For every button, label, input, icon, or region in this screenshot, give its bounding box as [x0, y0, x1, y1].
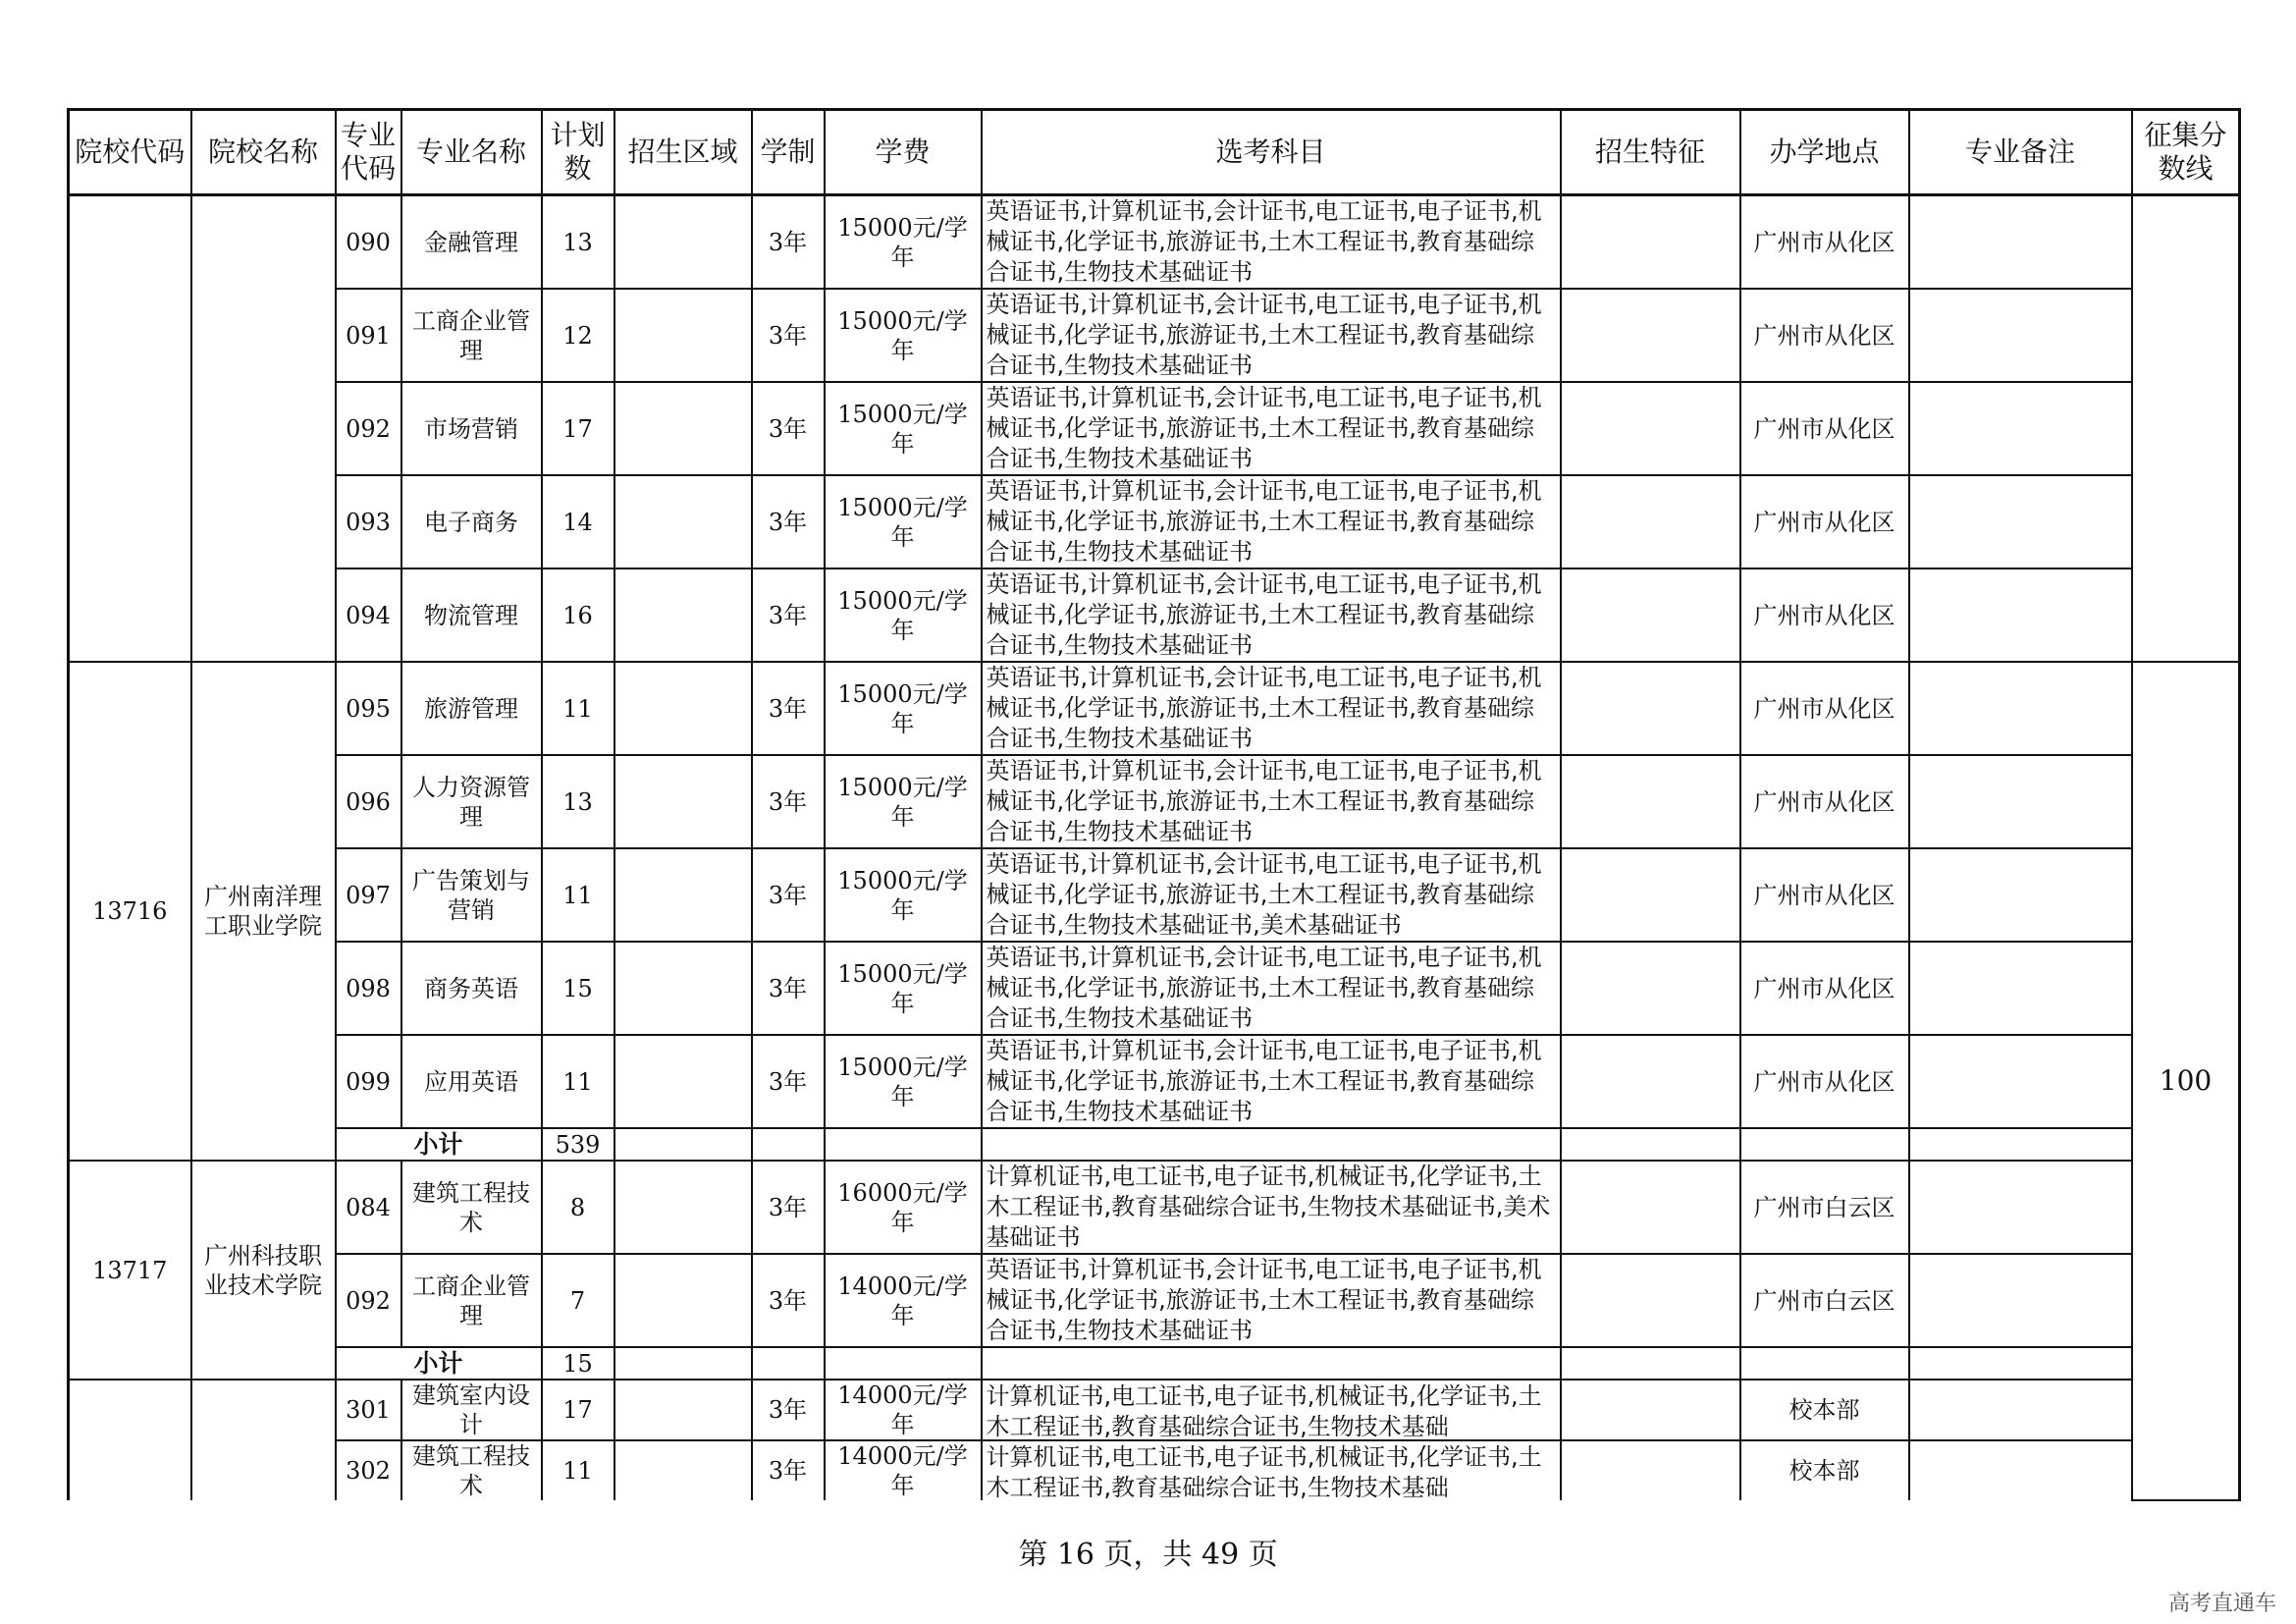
major-name: 建筑工程技术	[401, 1440, 542, 1500]
fee: 15000元/学年	[825, 755, 982, 848]
col-region: 招生区域	[614, 110, 752, 195]
notes	[1909, 195, 2132, 290]
major-name: 电子商务	[401, 475, 542, 568]
plan-count: 16	[542, 568, 614, 662]
table-row	[69, 195, 2240, 290]
table-row	[69, 1035, 2240, 1128]
table-row	[69, 1440, 2240, 1500]
region	[614, 195, 752, 290]
subjects: 英语证书,计算机证书,会计证书,电工证书,电子证书,机械证书,化学证书,旅游证书,土木工程证书,教育基础综合证书,生物技术基础证书	[982, 662, 1561, 755]
col-features: 招生特征	[1561, 110, 1740, 195]
watermark: 高考直通车	[2167, 1592, 2276, 1616]
duration: 3年	[752, 475, 825, 568]
subjects: 英语证书,计算机证书,会计证书,电工证书,电子证书,机械证书,化学证书,旅游证书,土木工程证书,教育基础综合证书,生物技术基础证书	[982, 942, 1561, 1035]
major-name: 建筑工程技术	[401, 1161, 542, 1254]
fee: 15000元/学年	[825, 195, 982, 290]
region	[614, 848, 752, 942]
notes	[1909, 755, 2132, 848]
location: 广州市从化区	[1740, 848, 1909, 942]
col-score-line: 征集分数线	[2132, 110, 2240, 195]
plan-count: 11	[542, 1440, 614, 1500]
empty-cell	[614, 1128, 752, 1161]
header-row	[69, 110, 2240, 195]
school-code-cell	[69, 195, 191, 663]
plan-count: 11	[542, 662, 614, 755]
col-notes: 专业备注	[1909, 110, 2132, 195]
subjects: 英语证书,计算机证书,会计证书,电工证书,电子证书,机械证书,化学证书,旅游证书,土木工程证书,教育基础综合证书,生物技术基础证书,美术基础证书	[982, 848, 1561, 942]
table-row	[69, 662, 2240, 755]
location: 校本部	[1740, 1440, 1909, 1500]
duration: 3年	[752, 755, 825, 848]
empty-cell	[1561, 1128, 1740, 1161]
major-name: 物流管理	[401, 568, 542, 662]
notes	[1909, 848, 2132, 942]
region	[614, 1161, 752, 1254]
plan-count: 8	[542, 1161, 614, 1254]
duration: 3年	[752, 1254, 825, 1347]
plan-count: 12	[542, 289, 614, 382]
major-name: 应用英语	[401, 1035, 542, 1128]
col-duration: 学制	[752, 110, 825, 195]
region	[614, 475, 752, 568]
major-code: 097	[336, 848, 401, 942]
table-row	[69, 848, 2240, 942]
duration: 3年	[752, 1161, 825, 1254]
major-code: 084	[336, 1161, 401, 1254]
subtotal-value: 539	[542, 1128, 614, 1161]
subtotal-value: 15	[542, 1347, 614, 1380]
fee: 15000元/学年	[825, 382, 982, 475]
school-code-cell	[69, 1380, 191, 1500]
location: 广州市从化区	[1740, 195, 1909, 290]
duration: 3年	[752, 1380, 825, 1440]
empty-cell	[982, 1128, 1561, 1161]
admission-plan-table	[67, 108, 2241, 1501]
major-code: 098	[336, 942, 401, 1035]
major-code: 302	[336, 1440, 401, 1500]
plan-count: 11	[542, 1035, 614, 1128]
major-name: 金融管理	[401, 195, 542, 290]
major-name: 建筑室内设计	[401, 1380, 542, 1440]
school-code-cell: 13716	[69, 662, 191, 1161]
notes	[1909, 475, 2132, 568]
empty-cell	[1740, 1128, 1909, 1161]
subjects: 英语证书,计算机证书,会计证书,电工证书,电子证书,机械证书,化学证书,旅游证书,土木工程证书,教育基础综合证书,生物技术基础证书	[982, 568, 1561, 662]
fee: 16000元/学年	[825, 1161, 982, 1254]
notes	[1909, 1254, 2132, 1347]
empty-cell	[752, 1347, 825, 1380]
major-code: 091	[336, 289, 401, 382]
location: 校本部	[1740, 1380, 1909, 1440]
empty-cell	[982, 1347, 1561, 1380]
fee: 15000元/学年	[825, 942, 982, 1035]
subjects: 英语证书,计算机证书,会计证书,电工证书,电子证书,机械证书,化学证书,旅游证书,土木工程证书,教育基础综合证书,生物技术基础证书	[982, 382, 1561, 475]
empty-cell	[825, 1128, 982, 1161]
score-line-cell	[2132, 195, 2240, 663]
region	[614, 568, 752, 662]
features	[1561, 662, 1740, 755]
region	[614, 1380, 752, 1440]
features	[1561, 942, 1740, 1035]
notes	[1909, 1161, 2132, 1254]
school-code-cell: 13717	[69, 1161, 191, 1380]
subjects: 英语证书,计算机证书,会计证书,电工证书,电子证书,机械证书,化学证书,旅游证书,土木工程证书,教育基础综合证书,生物技术基础证书	[982, 1035, 1561, 1128]
empty-cell	[1909, 1347, 2132, 1380]
features	[1561, 1440, 1740, 1500]
major-name: 工商企业管理	[401, 1254, 542, 1347]
col-major-code: 专业代码	[336, 110, 401, 195]
features	[1561, 1161, 1740, 1254]
duration: 3年	[752, 1035, 825, 1128]
page-footer: 第 16 页，共 49 页	[1018, 1538, 1278, 1572]
plan-count: 7	[542, 1254, 614, 1347]
plan-count: 13	[542, 755, 614, 848]
table-row	[69, 1161, 2240, 1254]
col-major-name: 专业名称	[401, 110, 542, 195]
table-row	[69, 755, 2240, 848]
features	[1561, 475, 1740, 568]
major-name: 人力资源管理	[401, 755, 542, 848]
school-name-cell	[191, 195, 336, 663]
features	[1561, 1380, 1740, 1440]
table-row	[69, 1254, 2240, 1347]
subtotal-label: 小计	[336, 1128, 542, 1161]
school-name-cell	[191, 1380, 336, 1500]
major-name: 商务英语	[401, 942, 542, 1035]
duration: 3年	[752, 848, 825, 942]
notes	[1909, 1035, 2132, 1128]
location: 广州市从化区	[1740, 662, 1909, 755]
features	[1561, 195, 1740, 290]
major-code: 094	[336, 568, 401, 662]
fee: 15000元/学年	[825, 848, 982, 942]
table-row	[69, 382, 2240, 475]
subjects-text: 计算机证书,电工证书,电子证书,机械证书,化学证书,土木工程证书,教育基础综合证书,生物技术基础	[986, 1443, 1542, 1499]
features	[1561, 848, 1740, 942]
subtotal-label: 小计	[336, 1347, 542, 1380]
location: 广州市从化区	[1740, 942, 1909, 1035]
empty-cell	[614, 1347, 752, 1380]
col-plan: 计划数	[542, 110, 614, 195]
table-row	[69, 1380, 2240, 1440]
major-code: 092	[336, 382, 401, 475]
major-name: 工商企业管理	[401, 289, 542, 382]
fee: 15000元/学年	[825, 289, 982, 382]
fee: 14000元/学年	[825, 1254, 982, 1347]
table-row	[69, 942, 2240, 1035]
col-fee: 学费	[825, 110, 982, 195]
location: 广州市从化区	[1740, 475, 1909, 568]
empty-cell	[825, 1347, 982, 1380]
features	[1561, 382, 1740, 475]
notes	[1909, 568, 2132, 662]
location: 广州市从化区	[1740, 289, 1909, 382]
notes	[1909, 289, 2132, 382]
subtotal-row	[69, 1347, 2240, 1380]
duration: 3年	[752, 1440, 825, 1500]
plan-count: 14	[542, 475, 614, 568]
subjects-text: 计算机证书,电工证书,电子证书,机械证书,化学证书,土木工程证书,教育基础综合证书,生物技术基础	[986, 1382, 1542, 1438]
fee: 15000元/学年	[825, 568, 982, 662]
region	[614, 1440, 752, 1500]
plan-count: 11	[542, 848, 614, 942]
plan-count: 17	[542, 1380, 614, 1440]
plan-count: 15	[542, 942, 614, 1035]
major-name: 广告策划与营销	[401, 848, 542, 942]
subjects: 英语证书,计算机证书,会计证书,电工证书,电子证书,机械证书,化学证书,旅游证书,土木工程证书,教育基础综合证书,生物技术基础证书	[982, 1254, 1561, 1347]
region	[614, 382, 752, 475]
notes	[1909, 1440, 2132, 1500]
duration: 3年	[752, 942, 825, 1035]
region	[614, 662, 752, 755]
major-code: 090	[336, 195, 401, 290]
features	[1561, 289, 1740, 382]
duration: 3年	[752, 568, 825, 662]
major-code: 096	[336, 755, 401, 848]
subjects: 计算机证书,电工证书,电子证书,机械证书,化学证书,土木工程证书,教育基础综合证书,生物技术基础证书,美术基础证书	[982, 1161, 1561, 1254]
major-code: 301	[336, 1380, 401, 1440]
subjects	[982, 1440, 1561, 1500]
features	[1561, 1254, 1740, 1347]
location: 广州市从化区	[1740, 568, 1909, 662]
subjects: 英语证书,计算机证书,会计证书,电工证书,电子证书,机械证书,化学证书,旅游证书,土木工程证书,教育基础综合证书,生物技术基础证书	[982, 195, 1561, 290]
fee: 14000元/学年	[825, 1380, 982, 1440]
location: 广州市白云区	[1740, 1254, 1909, 1347]
plan-count: 13	[542, 195, 614, 290]
notes	[1909, 382, 2132, 475]
subjects: 英语证书,计算机证书,会计证书,电工证书,电子证书,机械证书,化学证书,旅游证书,土木工程证书,教育基础综合证书,生物技术基础证书	[982, 475, 1561, 568]
notes	[1909, 1380, 2132, 1440]
duration: 3年	[752, 382, 825, 475]
major-name: 旅游管理	[401, 662, 542, 755]
duration: 3年	[752, 662, 825, 755]
col-subjects: 选考科目	[982, 110, 1561, 195]
subjects	[982, 1380, 1561, 1440]
col-location: 办学地点	[1740, 110, 1909, 195]
fee: 15000元/学年	[825, 1035, 982, 1128]
region	[614, 755, 752, 848]
empty-cell	[752, 1128, 825, 1161]
location: 广州市从化区	[1740, 382, 1909, 475]
table-row	[69, 289, 2240, 382]
empty-cell	[1740, 1347, 1909, 1380]
region	[614, 942, 752, 1035]
location: 广州市白云区	[1740, 1161, 1909, 1254]
score-line-cell: 100	[2132, 662, 2240, 1500]
duration: 3年	[752, 289, 825, 382]
subtotal-row	[69, 1128, 2240, 1161]
major-code: 093	[336, 475, 401, 568]
features	[1561, 568, 1740, 662]
col-school-code: 院校代码	[69, 110, 191, 195]
school-name-cell: 广州科技职业技术学院	[191, 1161, 336, 1380]
location: 广州市从化区	[1740, 1035, 1909, 1128]
major-name: 市场营销	[401, 382, 542, 475]
plan-count: 17	[542, 382, 614, 475]
empty-cell	[1909, 1128, 2132, 1161]
features	[1561, 1035, 1740, 1128]
major-code: 095	[336, 662, 401, 755]
empty-cell	[1561, 1347, 1740, 1380]
fee: 15000元/学年	[825, 662, 982, 755]
notes	[1909, 662, 2132, 755]
region	[614, 1035, 752, 1128]
duration: 3年	[752, 195, 825, 290]
notes	[1909, 942, 2132, 1035]
table-row	[69, 475, 2240, 568]
fee: 15000元/学年	[825, 475, 982, 568]
major-code: 099	[336, 1035, 401, 1128]
school-name-cell: 广州南洋理工职业学院	[191, 662, 336, 1161]
features	[1561, 755, 1740, 848]
table-row	[69, 568, 2240, 662]
region	[614, 289, 752, 382]
location: 广州市从化区	[1740, 755, 1909, 848]
subjects: 英语证书,计算机证书,会计证书,电工证书,电子证书,机械证书,化学证书,旅游证书,土木工程证书,教育基础综合证书,生物技术基础证书	[982, 755, 1561, 848]
subjects: 英语证书,计算机证书,会计证书,电工证书,电子证书,机械证书,化学证书,旅游证书,土木工程证书,教育基础综合证书,生物技术基础证书	[982, 289, 1561, 382]
col-school-name: 院校名称	[191, 110, 336, 195]
major-code: 092	[336, 1254, 401, 1347]
region	[614, 1254, 752, 1347]
fee: 14000元/学年	[825, 1440, 982, 1500]
